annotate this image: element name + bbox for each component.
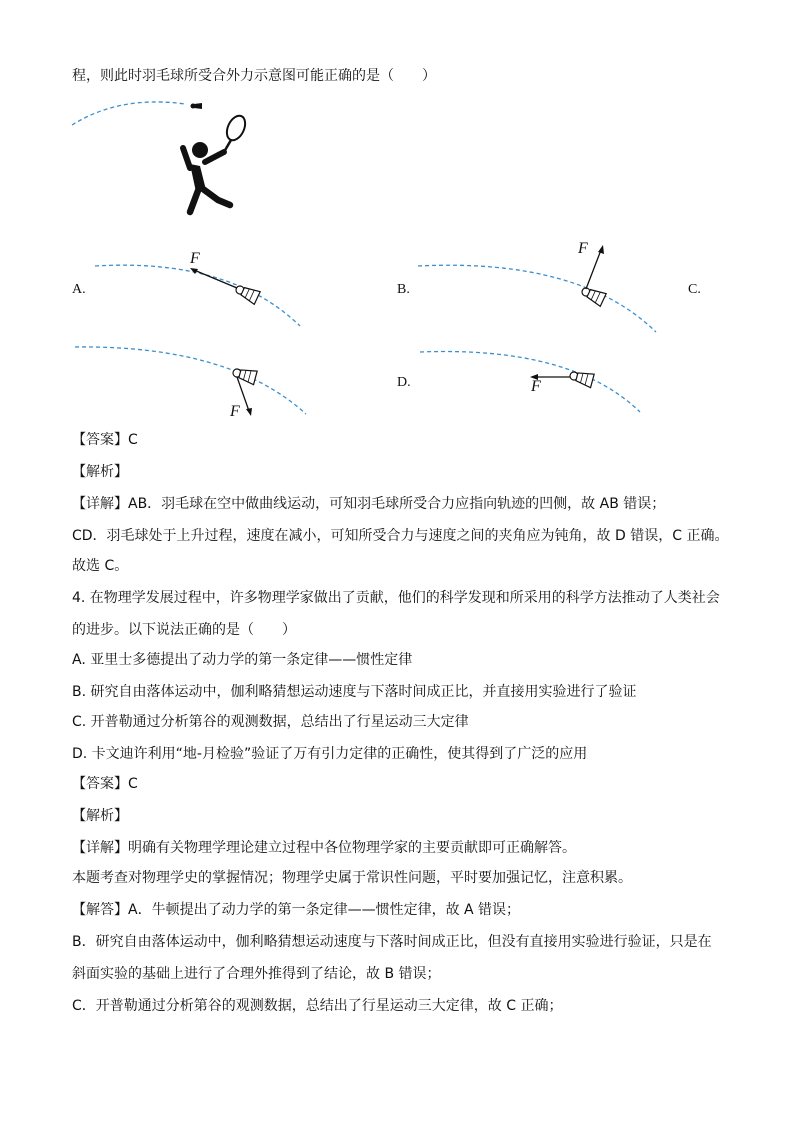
detail-3-line-2: CD．羽毛球处于上升过程，速度在减小，可知所受合力与速度之间的夹角应为钝角，故 D 错误，C 正确。 xyxy=(72,528,729,544)
force-label-b: F xyxy=(578,240,588,257)
solution-4-c: C．开普勒通过分析第谷的观测数据，总结出了行星运动三大定律，故 C 正确； xyxy=(72,998,563,1014)
conclusion-3: 故选 C。 xyxy=(72,558,129,574)
solution-4-b-line-1: B．研究自由落体运动中，伽利略猜想运动速度与下落时间成正比，但没有直接用实验进行验证，只是在 xyxy=(72,934,712,950)
option-d-label: D. xyxy=(397,375,411,390)
force-label-c: F xyxy=(230,403,240,420)
question-4-stem-line-2: 的进步。以下说法正确的是（ ） xyxy=(72,622,296,638)
solution-4-b-line-2: 斜面实验的基础上进行了合理外推得到了结论，故 B 错误； xyxy=(72,966,441,982)
question-stem-tail: 程，则此时羽毛球所受合外力示意图可能正确的是（ ） xyxy=(72,68,436,84)
analysis-header-4: 【解析】 xyxy=(72,808,128,824)
option-b-label: B. xyxy=(397,282,410,297)
force-label-d: F xyxy=(531,378,541,395)
question-4-option-b: B. 研究自由落体运动中，伽利略猜想运动速度与下落时间成正比，并直接用实验进行了验证 xyxy=(72,684,637,700)
question-4-option-c: C. 开普勒通过分析第谷的观测数据，总结出了行星运动三大定律 xyxy=(72,714,469,730)
question-4-option-d: D. 卡文迪许利用“地-月检验”验证了万有引力定律的正确性，使其得到了广泛的应用 xyxy=(72,746,588,762)
option-a-label: A. xyxy=(72,282,86,297)
question-4-stem-line-1: 4. 在物理学发展过程中，许多物理学家做出了贡献，他们的科学发现和所采用的科学方法推动了人类社会 xyxy=(72,590,720,606)
detail-4: 【详解】明确有关物理学理论建立过程中各位物理学家的主要贡献即可正确解答。 xyxy=(72,840,576,856)
detail-3-line-1: 【详解】AB．羽毛球在空中做曲线运动，可知羽毛球所受合力应指向轨迹的凹侧，故 AB 错误； xyxy=(72,496,666,512)
force-label-a: F xyxy=(190,250,200,267)
question-4-option-a: A. 亚里士多德提出了动力学的第一条定律——惯性定律 xyxy=(72,652,413,668)
note-4: 本题考查对物理学史的掌握情况；物理学史属于常识性问题，平时要加强记忆，注意积累。 xyxy=(72,870,632,886)
option-c-label: C. xyxy=(688,282,701,297)
solution-4-a: 【解答】A．牛顿提出了动力学的第一条定律——惯性定律，故 A 错误； xyxy=(72,902,521,918)
analysis-header-3: 【解析】 xyxy=(72,464,128,480)
answer-3: 【答案】C xyxy=(72,432,138,448)
answer-4: 【答案】C xyxy=(72,776,138,792)
